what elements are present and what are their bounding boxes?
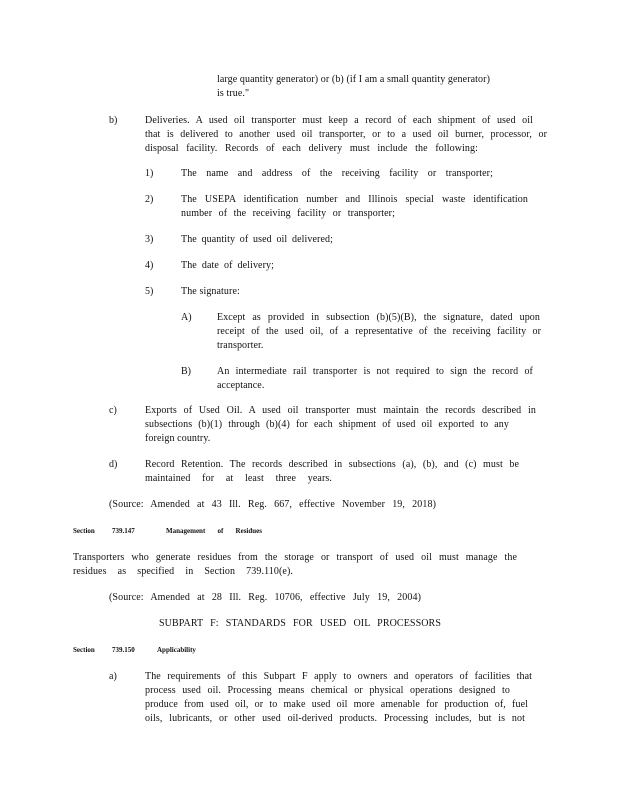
section-147-word: Section bbox=[73, 527, 95, 535]
item-a150-line-1: The requirements of this Subpart F apply to owners and operators of facilities that bbox=[145, 671, 532, 682]
item-b-line-3: disposal facility. Records of each delivery must include the following: bbox=[145, 143, 478, 154]
item-c-line-1: Exports of Used Oil. A used oil transporter must maintain the records described in bbox=[145, 405, 536, 416]
subitem-4-label: 4) bbox=[145, 260, 154, 271]
item-c-line-2: subsections (b)(1) through (b)(4) for each shipment of used oil exported to any bbox=[145, 419, 509, 430]
subitem-3-label: 3) bbox=[145, 234, 154, 245]
subpart-heading: SUBPART F: STANDARDS FOR USED OIL PROCESSORS bbox=[159, 618, 441, 629]
item-a150-line-2: process used oil. Processing means chemical or physical operations designed to bbox=[145, 685, 510, 696]
subsubitem-a-line-2: receipt of the used oil, of a representative of the receiving facility or bbox=[217, 326, 541, 337]
section-150-word: Section bbox=[73, 646, 95, 654]
subitem-2-line-1: The USEPA identification number and Illinois special waste identification bbox=[181, 194, 528, 205]
item-c-line-3: foreign country. bbox=[145, 433, 211, 444]
item-b-line-1: Deliveries. A used oil transporter must keep a record of each shipment of used oil bbox=[145, 115, 533, 126]
section-150-title: Applicability bbox=[157, 646, 196, 654]
subitem-2-label: 2) bbox=[145, 194, 154, 205]
continuation-line-2: is true." bbox=[217, 88, 250, 99]
item-d-label: d) bbox=[109, 459, 118, 470]
subitem-3-line-1: The quantity of used oil delivered; bbox=[181, 234, 333, 245]
subsubitem-a-line-3: transporter. bbox=[217, 340, 264, 351]
subitem-1-label: 1) bbox=[145, 168, 154, 179]
subsubitem-b-line-1: An intermediate rail transporter is not required to sign the record of bbox=[217, 366, 533, 377]
para-147-line-2: residues as specified in Section 739.110(e). bbox=[73, 566, 293, 577]
subsubitem-b-label: B) bbox=[181, 366, 191, 377]
subitem-1-line-1: The name and address of the receiving facility or transporter; bbox=[181, 168, 493, 179]
section-150-number: 739.150 bbox=[112, 646, 135, 654]
subitem-5-label: 5) bbox=[145, 286, 154, 297]
item-c-label: c) bbox=[109, 405, 117, 416]
subitem-4-line-1: The date of delivery; bbox=[181, 260, 274, 271]
subsubitem-a-line-1: Except as provided in subsection (b)(5)(B), the signature, dated upon bbox=[217, 312, 540, 323]
subsubitem-b-line-2: acceptance. bbox=[217, 380, 265, 391]
subsubitem-a-label: A) bbox=[181, 312, 192, 323]
item-a150-line-4: oils, lubricants, or other used oil-derived products. Processing includes, but is not bbox=[145, 713, 525, 724]
item-a150-line-3: produce from used oil, or to make used oil more amenable for production of, fuel bbox=[145, 699, 528, 710]
section-147-title: Management of Residues bbox=[166, 527, 262, 535]
continuation-line-1: large quantity generator) or (b) (if I am a small quantity generator) bbox=[217, 74, 490, 85]
subitem-2-line-2: number of the receiving facility or transporter; bbox=[181, 208, 395, 219]
item-a150-label: a) bbox=[109, 671, 117, 682]
item-d-line-1: Record Retention. The records described in subsections (a), (b), and (c) must be bbox=[145, 459, 519, 470]
item-d-line-2: maintained for at least three years. bbox=[145, 473, 332, 484]
source-note-1: (Source: Amended at 43 Ill. Reg. 667, effective November 19, 2018) bbox=[109, 499, 436, 510]
para-147-line-1: Transporters who generate residues from the storage or transport of used oil must manage the bbox=[73, 552, 517, 563]
source-note-2: (Source: Amended at 28 Ill. Reg. 10706, effective July 19, 2004) bbox=[109, 592, 421, 603]
item-b-label: b) bbox=[109, 115, 118, 126]
section-147-number: 739.147 bbox=[112, 527, 135, 535]
item-b-line-2: that is delivered to another used oil transporter, or to a used oil burner, processor, or bbox=[145, 129, 547, 140]
subitem-5-line-1: The signature: bbox=[181, 286, 240, 297]
